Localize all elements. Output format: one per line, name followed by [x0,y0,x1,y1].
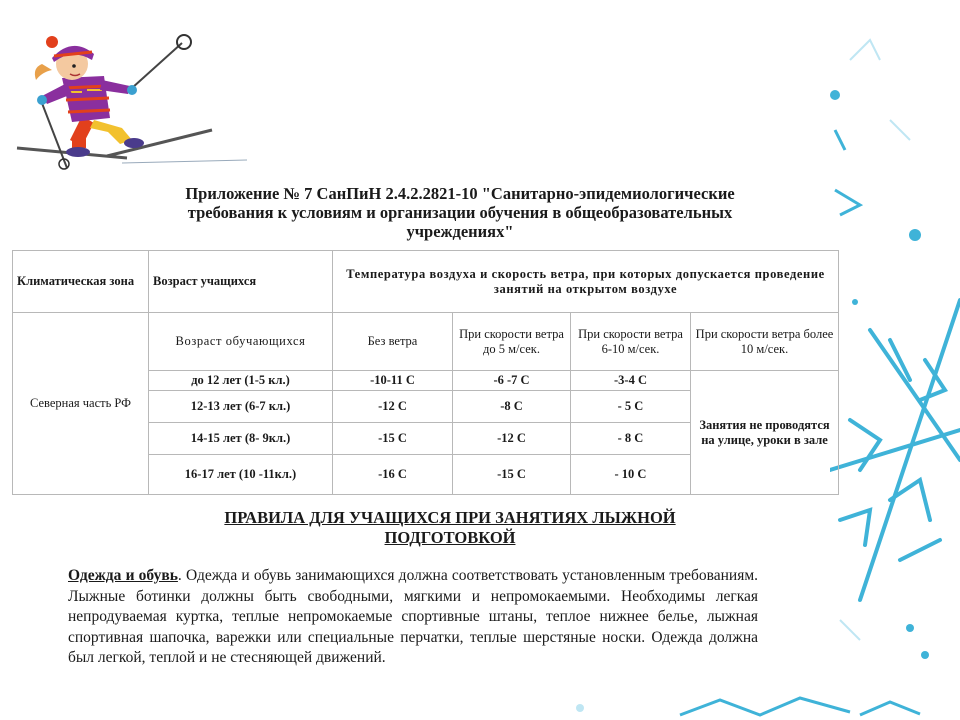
age-cell: 16-17 лет (10 -11кл.) [149,455,333,495]
rules-lead: Одежда и обувь [68,567,178,584]
wind-6-10-cell: - 10 С [571,455,691,495]
wind-6-10-cell: - 8 С [571,423,691,455]
header-student-age: Возраст учащихся [149,251,333,313]
rules-body: . Одежда и обувь занимающихся должна соответствовать установленным требованиям. Лыжные ботинки должны быть свободными, мягкими и непромокаемыми. Необходимы легкая непродуваемая куртка, теплые непромокаемые спортивные штаны, теплое нижнее белье, лыжная спортивная шапочка, варежки или специальные перчатки, теплые шерстяные носки. Одежда должна был легкой, теплой и не стесняющей движений. [68,567,759,666]
subheader-no-wind: Без ветра [333,313,453,371]
no-wind-cell: -10-11 С [333,371,453,391]
rules-paragraph [68,566,758,669]
no-wind-cell: -16 С [333,455,453,495]
snowflake-icon [830,0,960,720]
weather-norms-table [12,250,839,495]
rules-title-line: ПОДГОТОВКОЙ [384,528,516,547]
rules-title [100,508,800,548]
header-conditions: Температура воздуха и скорость ветра, при которых допускается проведение занятий на открытом воздухе [333,251,839,313]
heading-line: учреждениях" [406,222,514,241]
rules-title-line: ПРАВИЛА ДЛЯ УЧАЩИХСЯ ПРИ ЗАНЯТИЯХ ЛЫЖНОЙ [224,508,676,527]
no-wind-cell: -12 С [333,391,453,423]
wind-6-10-cell: -3-4 С [571,371,691,391]
heading-line: требования к условиям и организации обучения в общеобразовательных [187,203,733,222]
header-climate-zone: Климатическая зона [13,251,149,313]
age-cell: до 12 лет (1-5 кл.) [149,371,333,391]
strong-wind-note: Занятия не проводятся на улице, уроки в зале [691,371,839,495]
heading-line: Приложение № 7 СанПиН 2.4.2.2821-10 "Санитарно-эпидемиологические [185,184,735,203]
wind-5-cell: -6 -7 С [453,371,571,391]
skier-illustration-icon [12,28,257,178]
region-cell: Северная часть РФ [13,313,149,495]
wind-5-cell: -12 С [453,423,571,455]
wind-5-cell: -15 С [453,455,571,495]
subheader-wind-over-10: При скорости ветра более 10 м/сек. [691,313,839,371]
no-wind-cell: -15 С [333,423,453,455]
document-heading [100,184,820,241]
wind-5-cell: -8 С [453,391,571,423]
wind-6-10-cell: - 5 С [571,391,691,423]
subheader-wind-5: При скорости ветра до 5 м/сек. [453,313,571,371]
age-cell: 14-15 лет (8- 9кл.) [149,423,333,455]
subheader-wind-6-10: При скорости ветра 6-10 м/сек. [571,313,691,371]
age-cell: 12-13 лет (6-7 кл.) [149,391,333,423]
snowflake-icon [560,690,960,720]
subheader-age: Возраст обучающихся [149,313,333,371]
